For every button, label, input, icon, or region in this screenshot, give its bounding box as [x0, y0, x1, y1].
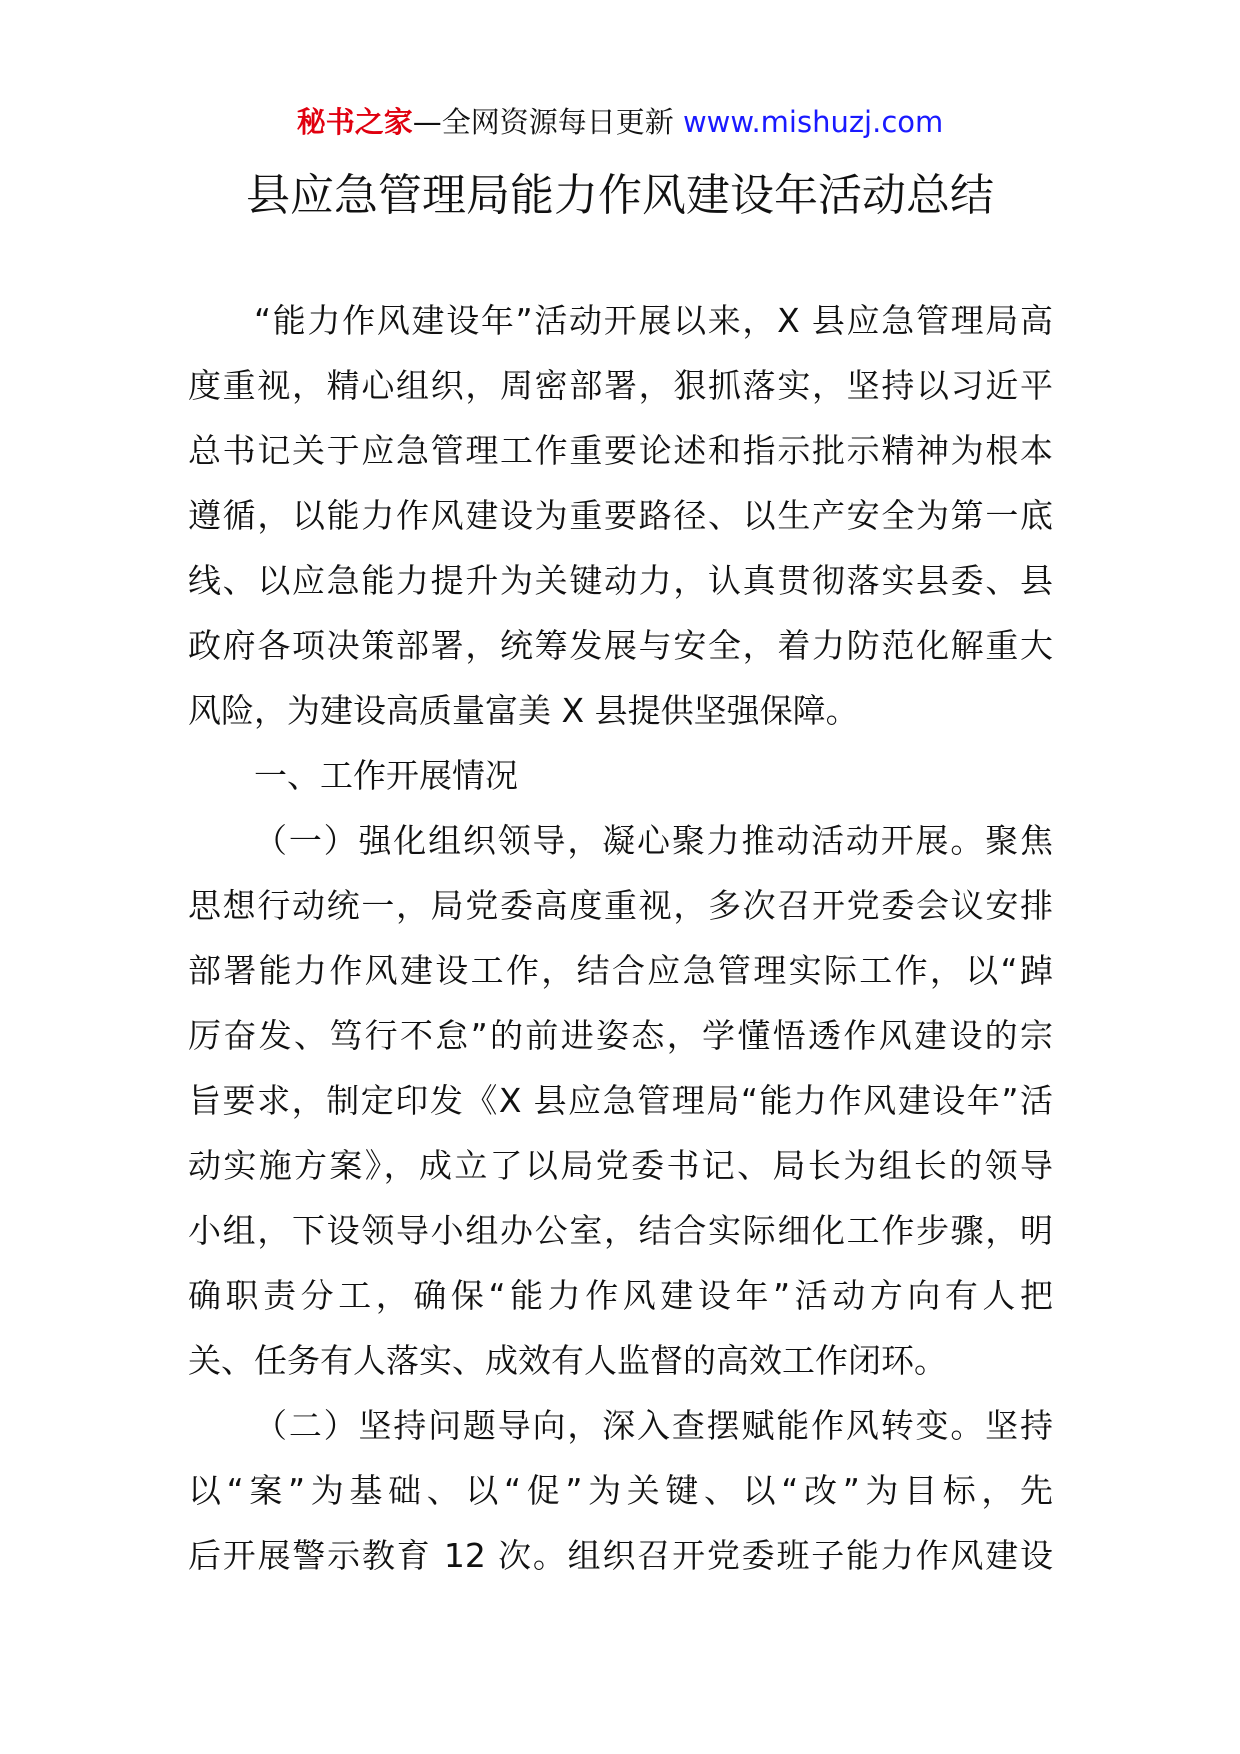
section-heading: 一、工作开展情况	[254, 756, 518, 795]
body-line: 遵循，以能力作风建设为重要路径、以生产安全为第一底	[188, 496, 1053, 535]
body-line: 风险，为建设高质量富美 X 县提供坚强保障。	[188, 691, 859, 730]
body-line: 政府各项决策部署，统筹发展与安全，着力防范化解重大	[188, 626, 1053, 665]
body-line: 旨要求，制定印发《X 县应急管理局“能力作风建设年”活	[188, 1081, 1053, 1120]
body-line: 部署能力作风建设工作，结合应急管理实际工作，以“踔	[188, 951, 1053, 990]
body-line: 小组，下设领导小组办公室，结合实际细化工作步骤，明	[188, 1211, 1053, 1250]
body-line: 动实施方案》，成立了以局党委书记、局长为组长的领导	[188, 1146, 1053, 1185]
body-line: 总书记关于应急管理工作重要论述和指示批示精神为根本	[188, 431, 1053, 470]
body-line: 以“案”为基础、以“促”为关键、以“改”为目标，先	[188, 1471, 1053, 1510]
site-url-link[interactable]: www.mishuzj.com	[682, 105, 944, 139]
body-line: 后开展警示教育 12 次。组织召开党委班子能力作风建设	[188, 1536, 1053, 1575]
body-line: （一）强化组织领导，凝心聚力推动活动开展。聚焦	[254, 821, 1053, 860]
body-line: 关、任务有人落实、成效有人监督的高效工作闭环。	[188, 1341, 947, 1380]
body-line: 厉奋发、笃行不怠”的前进姿态，学懂悟透作风建设的宗	[188, 1016, 1053, 1055]
body-line: （二）坚持问题导向，深入查摆赋能作风转变。坚持	[254, 1406, 1053, 1445]
document-body	[188, 288, 1053, 1588]
body-line: 思想行动统一，局党委高度重视，多次召开党委会议安排	[188, 886, 1053, 925]
site-banner	[0, 100, 1240, 144]
banner-tagline: —全网资源每日更新	[412, 105, 674, 139]
body-line: 度重视，精心组织，周密部署，狠抓落实，坚持以习近平	[188, 366, 1053, 405]
document-title: 县应急管理局能力作风建设年活动总结	[246, 170, 994, 221]
body-line: 确职责分工，确保“能力作风建设年”活动方向有人把	[188, 1276, 1053, 1315]
body-line: 线、以应急能力提升为关键动力，认真贯彻落实县委、县	[188, 561, 1053, 600]
body-line: “能力作风建设年”活动开展以来，X 县应急管理局高	[254, 301, 1053, 340]
brand-name: 秘书之家	[296, 105, 413, 139]
